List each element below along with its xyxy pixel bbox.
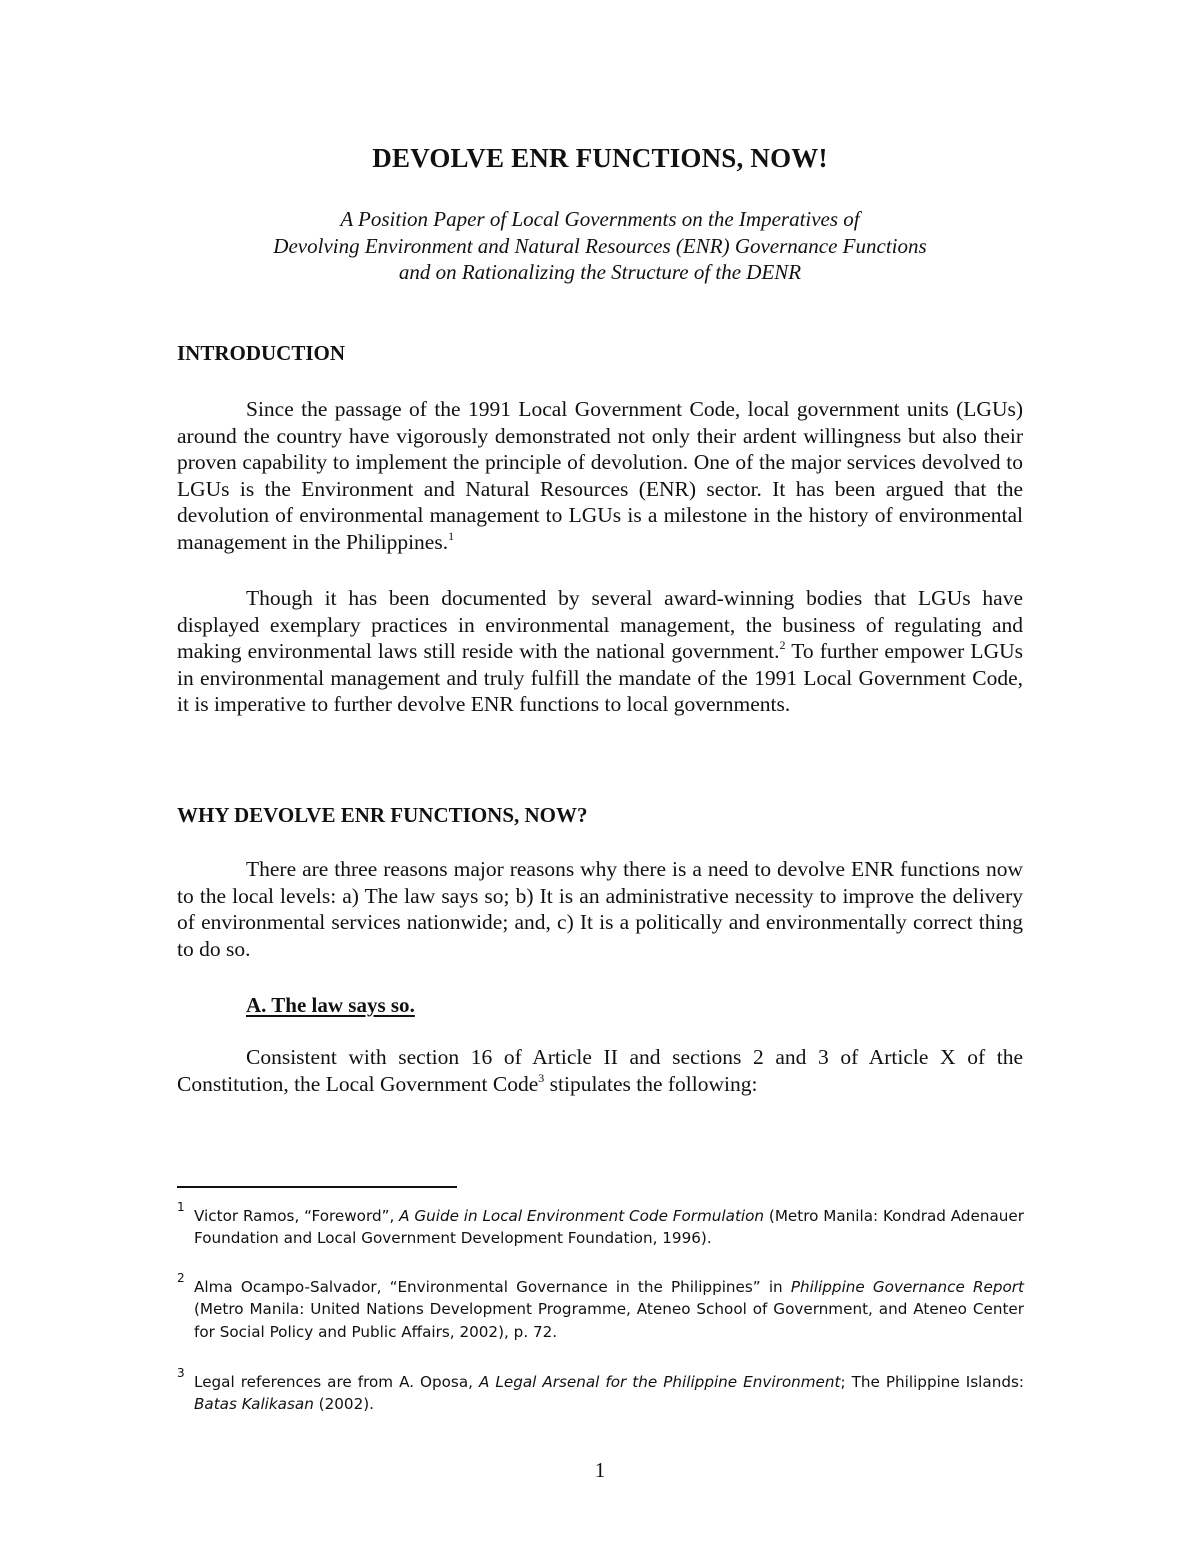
subtitle-line-2: Devolving Environment and Natural Resources (ENR) Governance Functions xyxy=(273,233,927,258)
footnote-2-title: Philippine Governance Report xyxy=(790,1278,1024,1296)
footnote-3-post: ; The Philippine Islands: xyxy=(840,1373,1025,1391)
introduction-paragraph-2-text-a: Though it has been documented by several award-winning bodies that LGUs have displayed exemplary practices in environmental management, the business of regulating and making environmental laws still reside with the national government. xyxy=(177,586,1023,664)
footnote-3 xyxy=(177,1366,1025,1416)
footnote-1-text xyxy=(177,1205,1024,1250)
page-number: 1 xyxy=(594,1458,606,1482)
subtitle-line-1: A Position Paper of Local Governments on the Imperatives of xyxy=(340,207,860,231)
constitution-paragraph-text-b: stipulates the following: xyxy=(544,1071,758,1096)
document-title: DEVOLVE ENR FUNCTIONS, NOW! xyxy=(372,143,828,173)
footnote-2 xyxy=(177,1271,1024,1343)
footnote-3-number: 3 xyxy=(177,1366,185,1380)
introduction-paragraph-1 xyxy=(177,396,1023,556)
document-subtitle xyxy=(0,206,1200,286)
footnote-1-number: 1 xyxy=(177,1200,185,1214)
footnote-3-post-2: (2002). xyxy=(313,1395,375,1414)
introduction-paragraph-2 xyxy=(177,585,1023,718)
constitution-paragraph xyxy=(177,1044,1023,1097)
footnote-separator xyxy=(177,1186,457,1188)
subtitle-line-3: and on Rationalizing the Structure of the DENR xyxy=(398,260,802,284)
subheading-period: . xyxy=(409,993,415,1017)
footnote-2-post: (Metro Manila: United Nations Development Programme, Ateneo School of Government, and Ateneo Center for Social Policy and Public Affairs, 2002), p. 72. xyxy=(194,1300,1024,1341)
footnote-3-text xyxy=(177,1371,1024,1416)
footnote-2-number: 2 xyxy=(177,1271,185,1285)
footnote-1-title: A Guide in Local Environment Code Formulation xyxy=(399,1207,765,1225)
why-paragraph-text: There are three reasons major reasons why there is a need to devolve ENR functions now to the local levels: a) The law says so; b) It is an administrative necessity to improve the delivery of environmental services nationwide; and, c) It is a politically and environmentally correct thing to do so. xyxy=(177,857,1023,961)
footnote-ref-1: 1 xyxy=(448,528,455,543)
footnote-3-pre: Legal references are from A. Oposa, xyxy=(194,1373,479,1391)
footnote-1-pre: Victor Ramos, “Foreword”, xyxy=(194,1207,400,1225)
footnote-ref-3: 3 xyxy=(538,1070,545,1085)
footnote-1-post: (Metro Manila: Kondrad Adenauer Foundation and Local Government Development Foundation, 1996). xyxy=(194,1207,1025,1248)
subheading-text: A. The law says so xyxy=(246,993,410,1017)
footnote-1 xyxy=(177,1200,1025,1250)
subheading-law-says-so xyxy=(246,993,415,1018)
footnote-3-title-2: Batas Kalikasan xyxy=(194,1395,314,1414)
introduction-paragraph-1-text: Since the passage of the 1991 Local Government Code, local government units (LGUs) around the country have vigorously demonstrated not only their ardent willingness but also their proven capability to implement the principle of devolution. One of the major services devolved to LGUs is the Environment and Natural Resources (ENR) sector. It has been argued that the devolution of environmental management to LGUs is a milestone in the history of environmental management in the Philippines. xyxy=(177,397,1023,554)
footnote-ref-2: 2 xyxy=(779,638,786,653)
why-heading: WHY DEVOLVE ENR FUNCTIONS, NOW? xyxy=(177,803,588,827)
footnote-2-text xyxy=(177,1276,1024,1343)
introduction-paragraph-2-text-b: To further empower LGUs in environmental management and truly fulfill the mandate of the 1991 Local Government Code, it is imperative to further devolve ENR functions to local governments. xyxy=(177,639,1023,717)
constitution-paragraph-text-a: Consistent with section 16 of Article II and sections 2 and 3 of Article X of the Constitution, the Local Government Code xyxy=(177,1045,1023,1096)
introduction-heading: INTRODUCTION xyxy=(177,341,346,365)
footnote-2-pre: Alma Ocampo-Salvador, “Environmental Governance in the Philippines” in xyxy=(194,1278,791,1296)
footnote-3-title: A Legal Arsenal for the Philippine Environment xyxy=(478,1373,841,1391)
why-paragraph xyxy=(177,856,1023,962)
